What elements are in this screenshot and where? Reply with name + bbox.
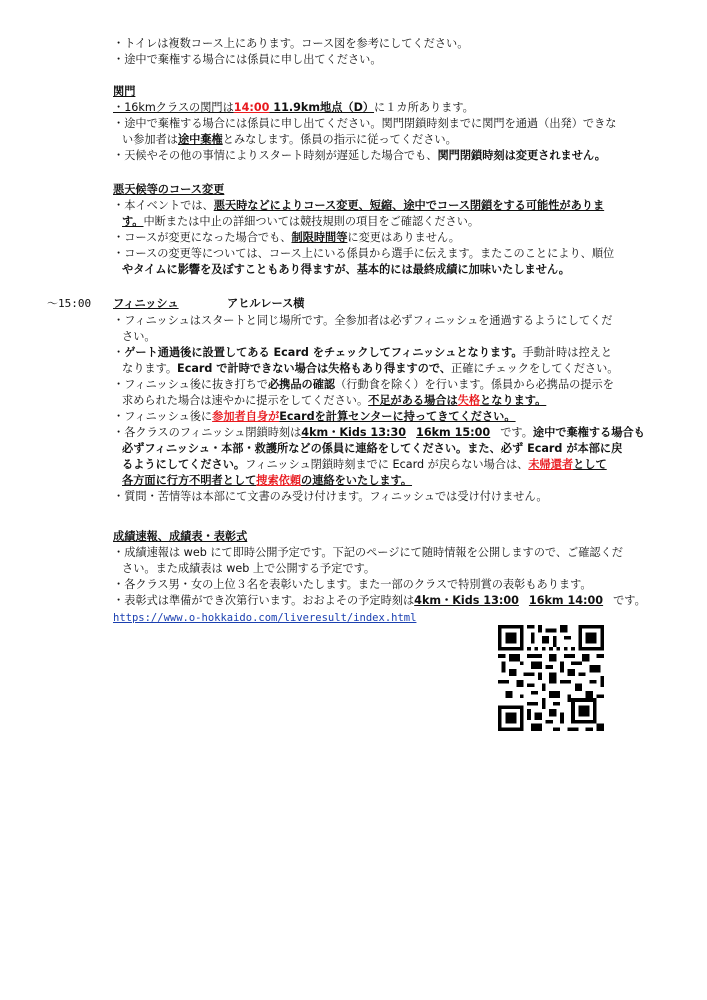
finish-line-12: ・質問・苦情等は本部にて文書のみ受け付けます。フィニッシュでは受け付けません。 (113, 490, 548, 503)
text-span: す。 (122, 215, 144, 228)
text-span: として (573, 458, 607, 471)
section-heading-weather: 悪天候等のコース変更 (113, 183, 225, 196)
text-span: ・ (113, 346, 125, 359)
finish-line-3 (113, 345, 612, 361)
section-heading-checkpoint: 関門 (113, 85, 136, 98)
text-span: ・コースが変更になった場合でも、 (113, 231, 292, 244)
text-span: 求められた場合は速やかに提示をしてください。 (122, 394, 369, 407)
results-line-2: さい。また成績表は web 上で公開する予定です。 (122, 562, 376, 575)
weather-line-3 (113, 230, 460, 246)
text-span: ・16kmクラスの関門は (113, 101, 234, 114)
finish-line-10 (122, 457, 607, 473)
finish-line-2: さい。 (122, 330, 156, 343)
qr-code-icon[interactable] (498, 625, 604, 731)
text-span: ・フィニッシュ後に抜き打ちで (113, 378, 268, 391)
text-span: 不足がある場合は (368, 394, 458, 407)
text-span: ・表彰式は準備ができ次第行います。おおよその予定時刻は (113, 594, 415, 607)
text-span: 制限時間等 (291, 231, 348, 244)
finish-line-4 (122, 361, 619, 377)
checkpoint-location: 11.9km地点（D） (269, 101, 375, 114)
weather-line-5: やタイムに影響を及ぼすこともあり得ますが、基本的には最終成績に加味いたしません。 (122, 263, 570, 276)
text-span: 途中棄権 (177, 133, 223, 146)
finish-time: ～15:00 (47, 297, 92, 310)
text-span: に１カ所あります。 (374, 101, 474, 114)
results-line-1: ・成績速報は web にて即時公開予定です。下記のページにて随時情報を公開しますので、ご確認くだ (113, 546, 623, 559)
text-span: Ecardを計算センターに持ってきてください。 (279, 410, 516, 423)
withdraw-note: ・途中で棄権する場合には係員に申し出てください。 (113, 53, 382, 66)
finish-line-9: 必ずフィニッシュ・本部・救護所などの係員に連絡をしてください。また、必ず Ecard が本部に戻 (122, 442, 623, 455)
checkpoint-line-4 (113, 148, 606, 164)
text-span: 悪天時などによりコース変更、短縮、途中でコース閉鎖をする可能性がありま (213, 199, 605, 212)
text-span: となります。 (480, 394, 547, 407)
text-span: ・本イベントでは、 (113, 199, 214, 212)
text-span: です。 (500, 426, 533, 439)
text-span: るようにしてください。 (122, 458, 246, 471)
text-span: ・各クラスのフィニッシュ閉鎖時刻は (113, 426, 302, 439)
text-span: （行動食を除く）を行います。係員から必携品の提示を (335, 378, 614, 391)
results-url-link[interactable]: https://www.o-hokkaido.com/liveresult/index.html (113, 612, 417, 624)
text-span: 4km・Kids 13:00 (414, 594, 519, 607)
text-span: 関門閉鎖時刻は変更されません。 (437, 149, 606, 162)
weather-line-4: ・コースの変更等については、コース上にいる係員から選手に伝えます。またこのことにより、順位 (113, 247, 615, 260)
text-span: に変更はありません。 (347, 231, 460, 244)
finish-line-7 (113, 409, 516, 425)
text-span: Ecard で計時できない場合は失格もあり得ますので、 (177, 362, 452, 375)
text-span: 16km 14:00 (528, 594, 604, 607)
weather-line-2 (122, 214, 479, 230)
text-span: 未帰還者 (528, 458, 574, 471)
text-span: 正確にチェックをしてください。 (451, 362, 619, 375)
finish-line-5 (113, 377, 614, 393)
section-heading-results: 成績速報、成績表・表彰式 (113, 530, 248, 543)
text-span: 参加者自身が (212, 410, 280, 423)
section-heading-finish: フィニッシュ (113, 297, 179, 310)
checkpoint-line-2: ・途中で棄権する場合には係員に申し出てください。関門閉鎖時刻までに関門を通過（出発）できな (113, 117, 617, 130)
text-span: ・天候やその他の事情によりスタート時刻が遅延した場合でも、 (113, 149, 438, 162)
text-span: 途中で棄権する場合も (532, 426, 645, 439)
results-line-3: ・各クラス男・女の上位３名を表彰いたします。また一部のクラスで特別賞の表彰もあります。 (113, 578, 592, 591)
checkpoint-time: 14:00 (233, 101, 270, 114)
text-span: 中断または中止の詳細ついては競技規則の項目をご確認ください。 (143, 215, 480, 228)
text-span: 捜索依頼 (256, 474, 302, 487)
weather-line-1 (113, 198, 604, 214)
text-span: 16km 15:00 (416, 426, 491, 439)
text-span: なります。 (122, 362, 178, 375)
text-span: です。 (613, 594, 646, 607)
text-span: 4km・Kids 13:30 (301, 426, 407, 439)
text-span: フィニッシュ閉鎖時刻までに Ecard が戻らない場合は、 (245, 458, 529, 471)
text-span: とみなします。係員の指示に従ってください。 (222, 133, 457, 146)
text-span: 失格 (457, 394, 481, 407)
text-span: ・フィニッシュ後に (113, 410, 213, 423)
finish-line-11 (122, 473, 412, 489)
checkpoint-line-3 (122, 132, 457, 148)
checkpoint-line-1 (113, 100, 474, 116)
finish-line-1: ・フィニッシュはスタートと同じ場所です。全参加者は必ずフィニッシュを通過するようにしてくだ (113, 314, 613, 327)
text-span: の連絡をいたします。 (301, 474, 413, 487)
text-span: 必携品の確認 (267, 378, 336, 391)
text-span: ゲート通過後に設置してある Ecard をチェックしてフィニッシュとなります。 (124, 346, 523, 359)
text-span: い参加者は (122, 133, 178, 146)
finish-place: アヒルレース横 (227, 297, 305, 310)
text-span: 各方面に行方不明者として (122, 474, 257, 487)
text-span: 手動計時は控えと (522, 346, 613, 359)
results-line-4 (113, 593, 646, 609)
finish-line-8 (113, 425, 645, 441)
toilet-note: ・トイレは複数コース上にあります。コース図を参考にしてください。 (113, 37, 469, 50)
finish-line-6 (122, 393, 546, 409)
